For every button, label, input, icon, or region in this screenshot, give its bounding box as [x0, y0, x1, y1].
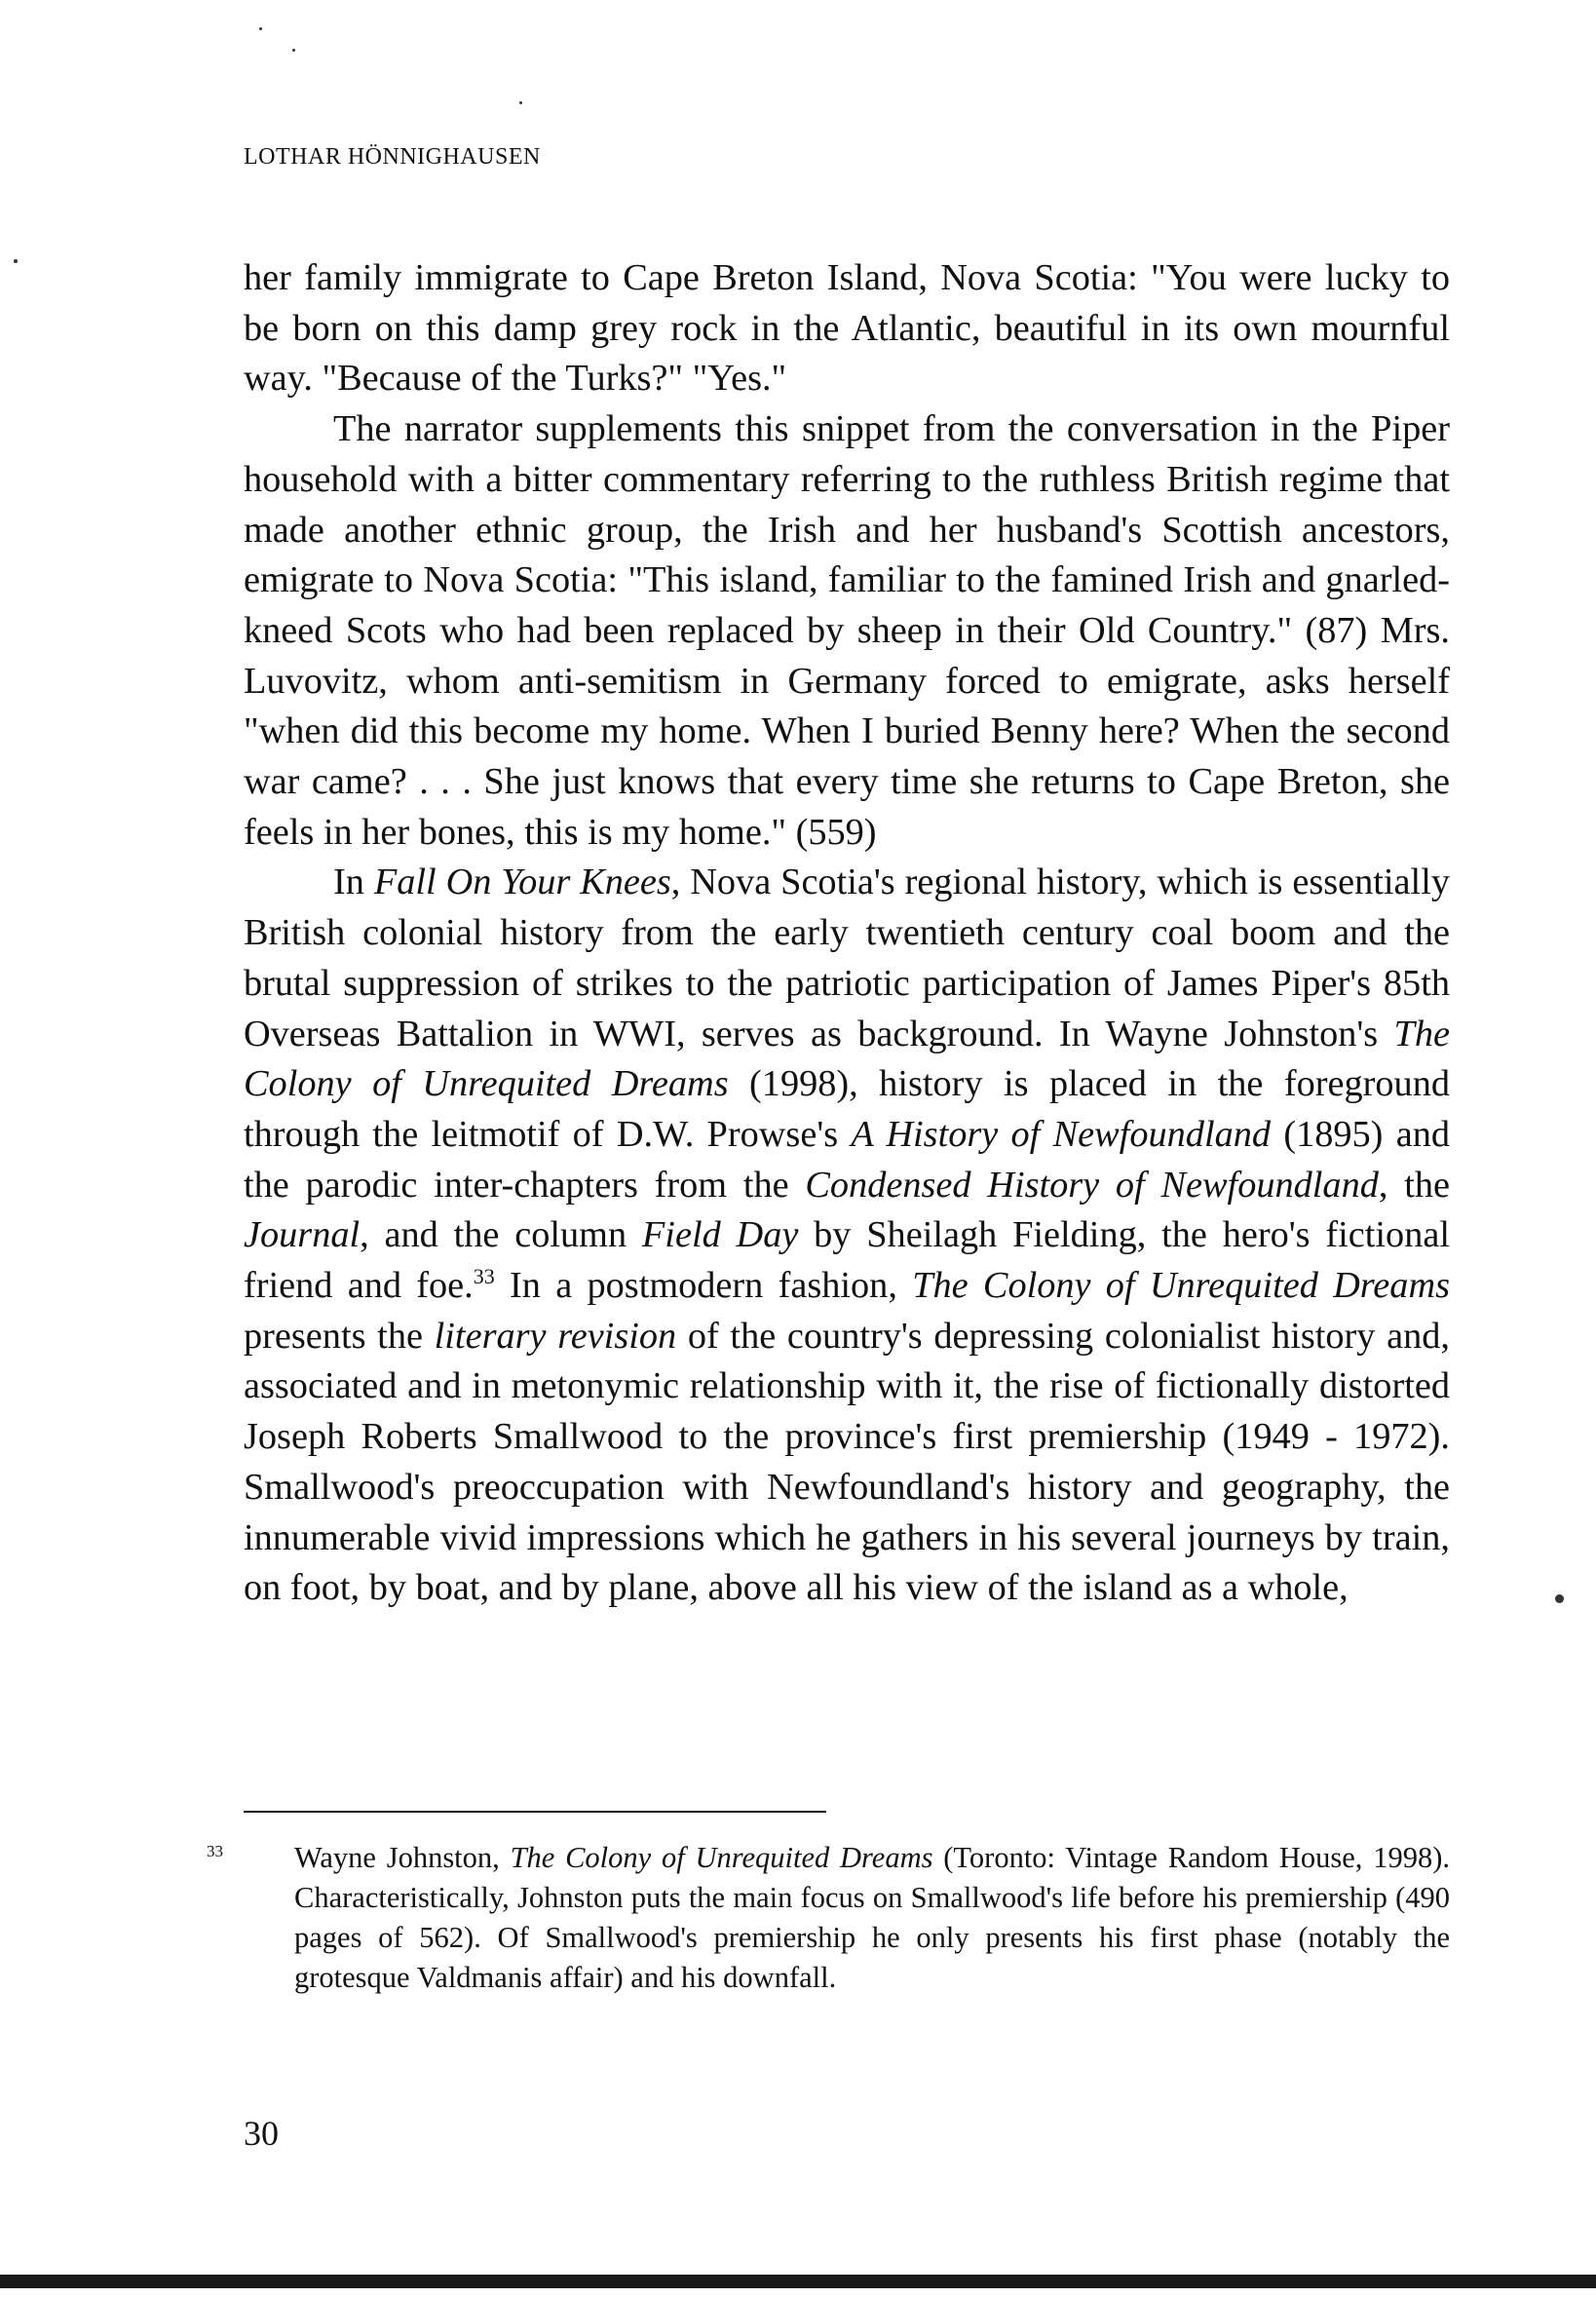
main-text: [244, 253, 1450, 1614]
book-title: The Colony of Unrequited Dreams: [912, 1265, 1451, 1307]
book-title: Fall On Your Knees: [373, 862, 671, 903]
page-number: 30: [244, 2114, 279, 2153]
emphasis: literary revision: [434, 1315, 677, 1357]
book-title: The Colony of Unrequited Dreams: [510, 1841, 933, 1874]
footnote: 33 Wayne Johnston, The Colony of Unrequited Dreams (Toronto: Vintage Random House, 1998). Characteristically, Johnston puts the main focus on Smallwood's life before his premiership (490 pages of 562). Of Smallwood's premiership he only presents his first phase (notably the grotesque Valdmanis affair) and his downfall.: [207, 1841, 1450, 1994]
scan-speck: [1555, 1594, 1564, 1603]
scan-speck: [519, 101, 522, 104]
book-title: The Colony of Unrequited Dreams: [244, 1013, 1450, 1105]
footnote-reference[interactable]: 33: [473, 1264, 495, 1289]
book-title: Condensed History of Newfoundland: [805, 1164, 1379, 1206]
scan-speck: [14, 259, 18, 263]
footnote-divider: [244, 1811, 826, 1813]
paragraph-continued: her family immigrate to Cape Breton Island, Nova Scotia: "You were lucky to be born on this damp grey rock in the Atlantic, beautiful in its own mournful way. "Because of the Turks?" "Yes.": [244, 257, 1450, 400]
paragraph: The narrator supplements this snippet from the conversation in the Piper household with a bitter commentary referring to the ruthless British regime that made another ethnic group, the Irish and her husband's Scottish ancestors, emigrate to Nova Scotia: "This island, familiar to the famined Irish and gnarled-kneed Scots who had been replaced by sheep in their Old Country." (87) Mrs. Luvovitz, whom anti-semitism in Germany forced to emigrate, asks herself "when did this become my home. When I buried Benny here? When the second war came? . . . She just knows that every time she returns to Cape Breton, she feels in her bones, this is my home." (559): [244, 408, 1450, 853]
paragraph: In Fall On Your Knees, Nova Scotia's regional history, which is essentially British colonial history from the early twentieth century coal boom and the brutal suppression of strikes to the patriotic participation of James Piper's 85th Overseas Battalion in WWI, serves as background. In Wayne Johnston's The Colony of Unrequited Dreams (1998), history is placed in the foreground through the leitmotif of D.W. Prowse's A History of Newfoundland (1895) and the parodic inter-chapters from the Condensed History of Newfoundland, the Journal, and the column Field Day by Sheilagh Fielding, the hero's fictional friend and foe.$^{33}$ In a postmodern fashion, The Colony of Unrequited Dreams presents the literary revision of the country's depressing colonialist history and, associated and in metonymic relationship with it, the rise of fictionally distorted Joseph Roberts Smallwood to the province's first premiership (1949 - 1972). Smallwood's preoccupation with Newfoundland's history and geography, the innumerable vivid impressions which he gathers in his several journeys by train, on foot, by boat, and by plane, above all his view of the island as a whole,: [244, 862, 1451, 1609]
scan-speck: [259, 27, 262, 30]
book-title: Journal: [244, 1214, 361, 1256]
scan-speck: [292, 49, 295, 52]
book-title: A History of Newfoundland: [851, 1113, 1272, 1155]
book-title: Field Day: [641, 1214, 799, 1256]
scan-edge-bar: [0, 2275, 1596, 2288]
running-head: LOTHAR HÖNNIGHAUSEN: [244, 144, 541, 170]
